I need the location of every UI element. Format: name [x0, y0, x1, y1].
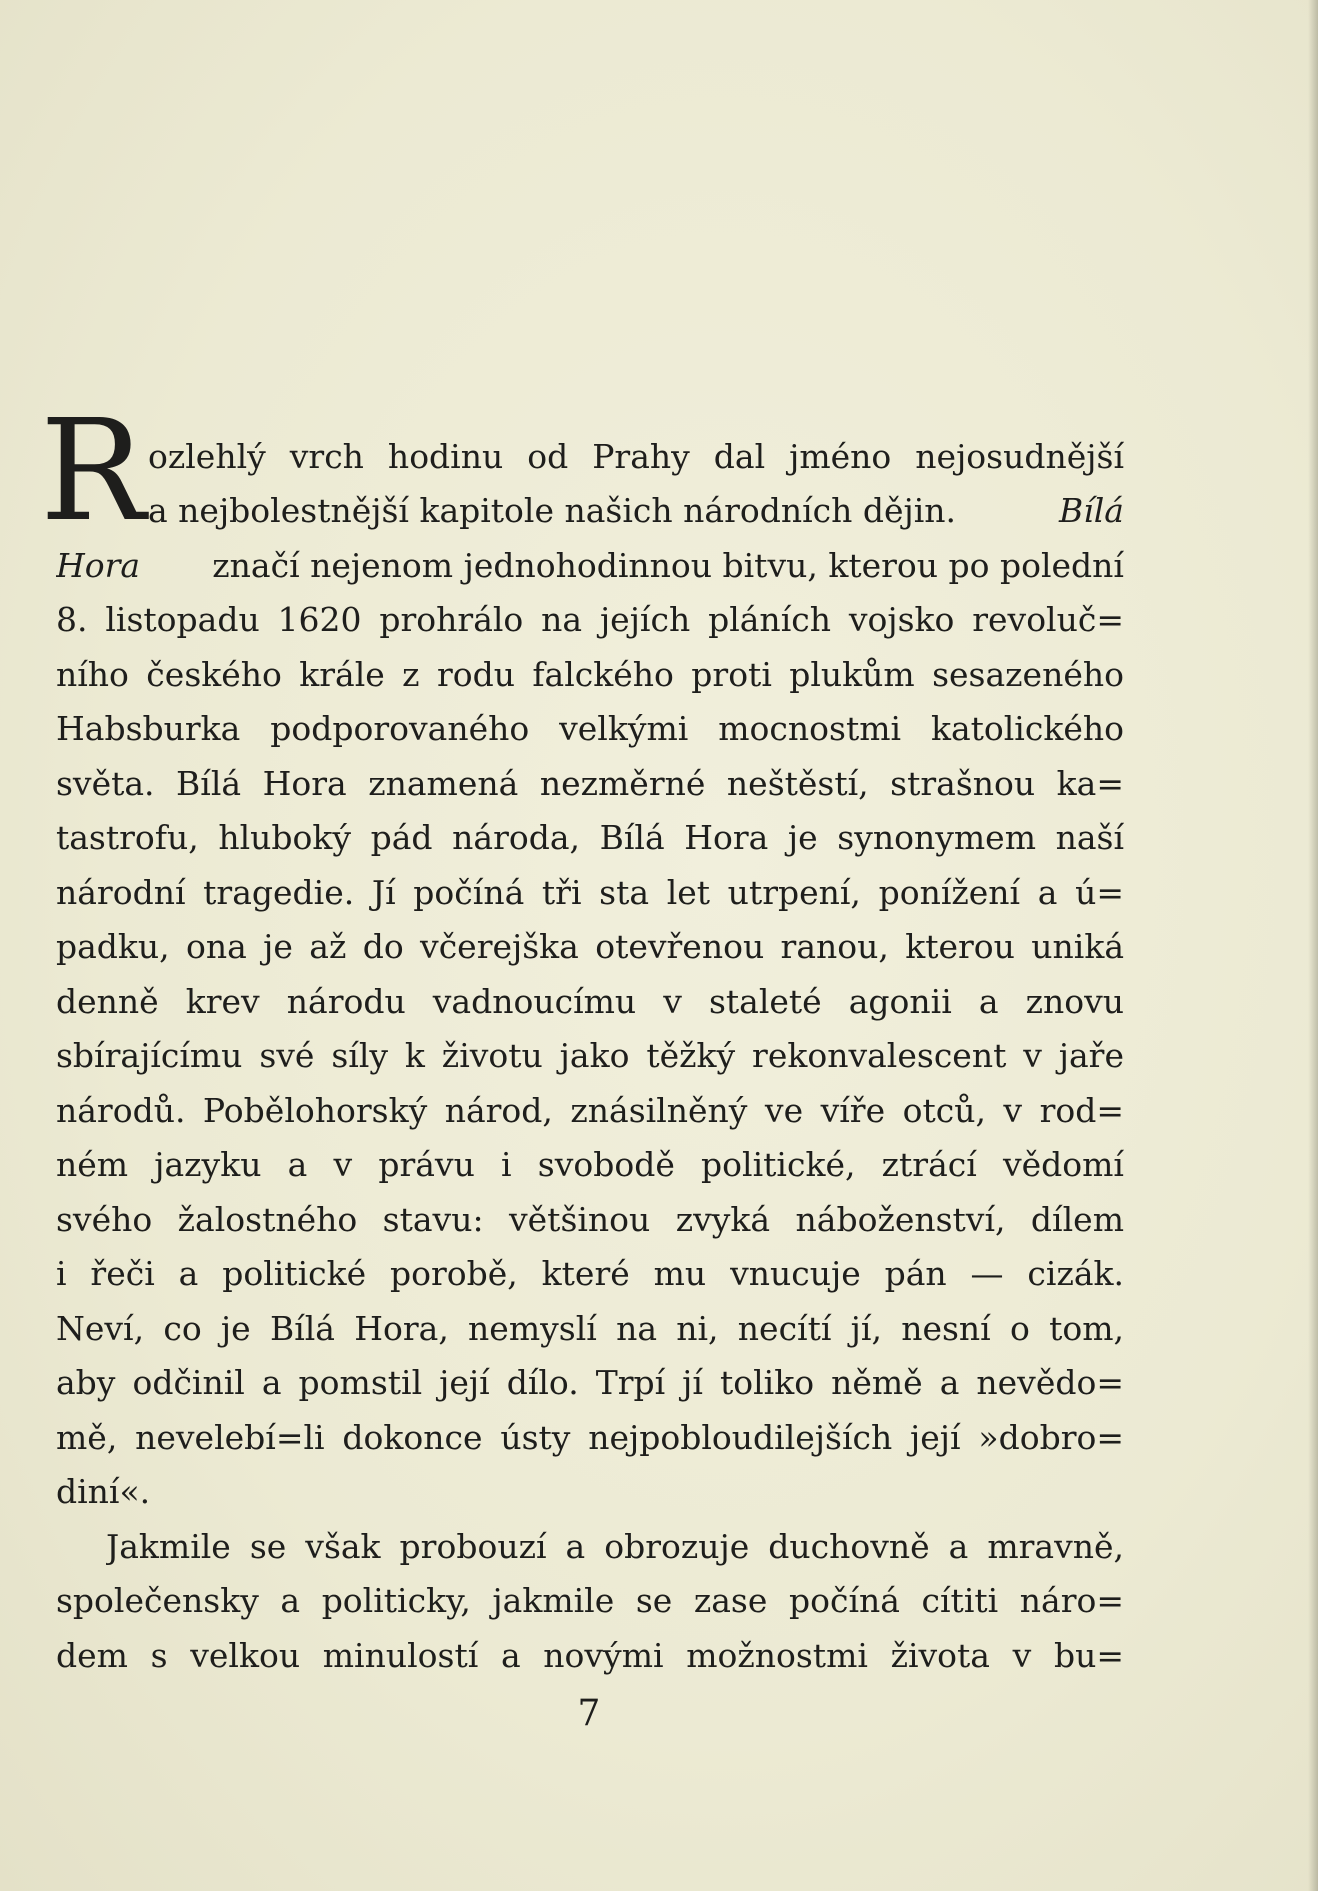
text-line-8: tastrofu, hluboký pád národa, Bílá Hora je synonymem naší: [56, 818, 1124, 857]
text-line-21: Jakmile se však probouzí a obrozuje duchovně a mravně,: [106, 1527, 1124, 1566]
text-line-6: Habsburka podporovaného velkými mocnostmi katolického: [56, 709, 1124, 748]
text-line-14: ném jazyku a v právu i svobodě politické, ztrácí vědomí: [56, 1145, 1124, 1184]
text-line-7: světa. Bílá Hora znamená nezměrné neštěstí, strašnou ka=: [56, 764, 1124, 803]
text-line-20: diní«.: [56, 1472, 151, 1511]
text-line-12: sbírajícímu své síly k životu jako těžký rekonvalescent v jaře: [56, 1036, 1124, 1075]
text-line-13: národů. Pobělohorský národ, znásilněný ve víře otců, v rod=: [56, 1091, 1124, 1130]
text-line-3: [56, 546, 1124, 586]
text-line-1: ozlehlý vrch hodinu od Prahy dal jméno nejosudnější: [148, 437, 1124, 476]
text-line-9: národní tragedie. Jí počíná tři sta let utrpení, ponížení a ú=: [56, 873, 1124, 912]
text-line-2: [148, 491, 1124, 531]
text-line-2-main: a nejbolestnější kapitole našich národních dějin.: [148, 491, 957, 530]
text-line-3-rest: značí nejenom jednohodinnou bitvu, kterou po polední: [212, 546, 1124, 585]
text-line-4: 8. listopadu 1620 prohrálo na jejích pláních vojsko revoluč=: [56, 600, 1124, 639]
emphasis-hora: Hora: [56, 546, 141, 585]
text-line-22: společensky a politicky, jakmile se zase počíná cítiti náro=: [56, 1581, 1124, 1620]
text-line-11: denně krev národu vadnoucímu v staleté agonii a znovu: [56, 982, 1124, 1021]
text-line-16: i řeči a politické porobě, které mu vnucuje pán — cizák.: [56, 1254, 1124, 1293]
text-line-15: svého žalostného stavu: většinou zvyká náboženství, dílem: [56, 1200, 1124, 1239]
page-number: 7: [577, 1693, 601, 1734]
text-line-5: ního českého krále z rodu falckého proti plukům sesazeného: [56, 655, 1124, 694]
text-line-23: dem s velkou minulostí a novými možnostmi života v bu=: [56, 1636, 1124, 1675]
drop-cap-initial: R: [40, 390, 146, 553]
text-line-10: padku, ona je až do včerejška otevřenou ranou, kterou uniká: [56, 927, 1124, 966]
text-line-18: aby odčinil a pomstil její dílo. Trpí jí toliko němě a nevědo=: [56, 1363, 1124, 1402]
emphasis-bila: Bílá: [1058, 491, 1124, 530]
text-line-19: mě, nevelebí=li dokonce ústy nejpobloudilejších její »dobro=: [56, 1418, 1124, 1457]
text-line-17: Neví, co je Bílá Hora, nemyslí na ni, necítí jí, nesní o tom,: [56, 1309, 1124, 1348]
